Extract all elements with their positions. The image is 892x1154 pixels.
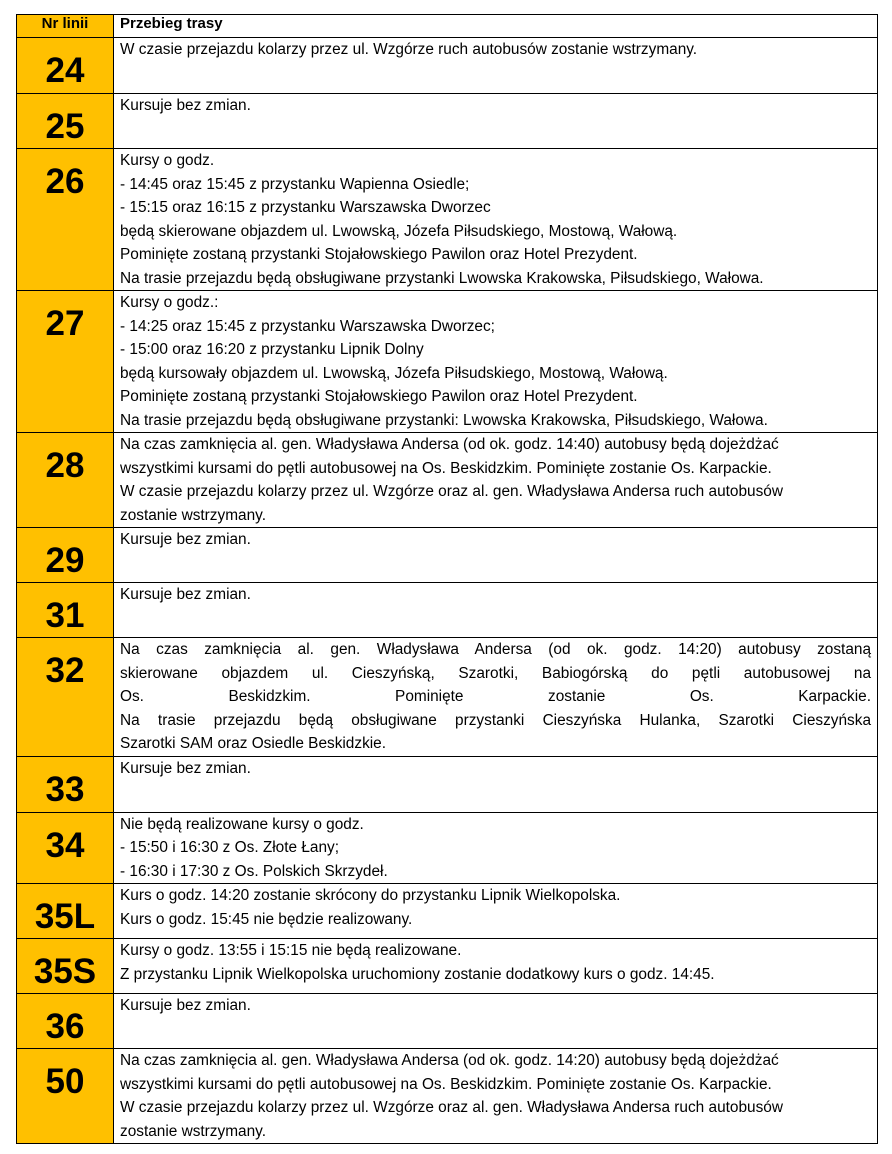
route-description-line: wszystkimi kursami do pętli autobusowej na Os. Beskidzkim. Pominięte zostanie Os. Karpackie. [120,459,772,477]
line-number: 36 [17,994,114,1049]
route-description-line: Os. Beskidzkim. Pominięte zostanie Os. Karpackie. [120,688,871,705]
route-description-line: zostanie wstrzymany. [120,1122,266,1140]
table-row [17,812,878,884]
route-description-line: Na trasie przejazdu będą obsługiwane przystanki: Lwowska Krakowska, Piłsudskiego, Wałowa. [120,411,768,429]
route-description-line: Z przystanku Lipnik Wielkopolska uruchomiony zostanie dodatkowy kurs o godz. 14:45. [120,965,715,983]
route-description-line: skierowane objazdem ul. Cieszyńską, Szarotki, Babiogórską do pętli autobusowej na [120,664,871,682]
table-row [17,94,878,149]
route-description-line: Kurs o godz. 15:45 nie będzie realizowany. [120,910,413,928]
line-number: 25 [17,94,114,149]
table-row [17,884,878,939]
route-description-line: Na trasie przejazdu będą obsługiwane przystanki Cieszyńska Hulanka, Szarotki Cieszyńska [120,711,871,729]
route-description [114,583,878,638]
route-description-line: Kursy o godz.: [120,294,219,311]
route-description-line: - 14:45 oraz 15:45 z przystanku Wapienna Osiedle; [120,175,470,193]
route-description-line: Szarotki SAM oraz Osiedle Beskidzkie. [120,735,387,752]
route-description-line: - 16:30 i 17:30 z Os. Polskich Skrzydeł. [120,862,388,880]
route-description-line: Na czas zamknięcia al. gen. Władysława Andersa (od ok. godz. 14:20) autobusy zostaną [120,641,871,658]
route-description-line: Kursuje bez zmian. [120,759,251,777]
line-number: 26 [17,149,114,291]
route-description-line: - 15:15 oraz 16:15 z przystanku Warszawska Dworzec [120,199,491,216]
route-description-line: Kursy o godz. [120,152,215,169]
route-description [114,756,878,812]
route-description-line: Kursuje bez zmian. [120,97,251,114]
route-description-line: Na czas zamknięcia al. gen. Władysława Andersa (od ok. godz. 14:20) autobusy będą dojeżdżać [120,1052,779,1069]
route-description [114,1049,878,1144]
route-description-line: W czasie przejazdu kolarzy przez ul. Wzgórze oraz al. gen. Władysława Andersa ruch autobusów [120,1099,783,1116]
line-number: 35L [17,884,114,939]
route-description-line: Nie będą realizowane kursy o godz. [120,815,364,833]
line-number: 32 [17,638,114,757]
table-header-row [17,15,878,38]
route-description-line: Pominięte zostaną przystanki Stojałowskiego Pawilon oraz Hotel Prezydent. [120,388,638,405]
route-changes-table [16,14,878,1144]
route-description-line: będą kursowały objazdem ul. Lwowską, Józefa Piłsudskiego, Mostową, Wałową. [120,364,668,382]
route-description [114,884,878,939]
line-number: 34 [17,812,114,884]
route-description [114,149,878,291]
route-description-line: - 15:50 i 16:30 z Os. Złote Łany; [120,839,340,856]
header-route: Przebieg trasy [114,15,878,38]
route-description-line: Pominięte zostaną przystanki Stojałowskiego Pawilon oraz Hotel Prezydent. [120,246,638,263]
route-description [114,812,878,884]
route-description-line: W czasie przejazdu kolarzy przez ul. Wzgórze ruch autobusów zostanie wstrzymany. [120,41,698,58]
route-changes-table-container [16,14,877,1144]
route-description [114,38,878,94]
table-row [17,994,878,1049]
table-row [17,433,878,528]
line-number: 33 [17,756,114,812]
route-description [114,994,878,1049]
table-body [17,38,878,1144]
header-line-number: Nr linii [17,15,114,38]
line-number: 50 [17,1049,114,1144]
route-description-line: Kursy o godz. 13:55 i 15:15 nie będą realizowane. [120,942,462,959]
route-description-line: Kursuje bez zmian. [120,586,251,603]
route-description-line: Na trasie przejazdu będą obsługiwane przystanki Lwowska Krakowska, Piłsudskiego, Wałowa. [120,269,764,287]
line-number: 24 [17,38,114,94]
table-row [17,38,878,94]
route-description [114,939,878,994]
line-number: 31 [17,583,114,638]
table-row [17,1049,878,1144]
route-description [114,528,878,583]
table-row [17,291,878,433]
route-description-line: Kursuje bez zmian. [120,997,251,1014]
line-number: 27 [17,291,114,433]
route-description [114,94,878,149]
route-description [114,433,878,528]
route-description-line: wszystkimi kursami do pętli autobusowej na Os. Beskidzkim. Pominięte zostanie Os. Karpackie. [120,1075,772,1093]
route-description-line: W czasie przejazdu kolarzy przez ul. Wzgórze oraz al. gen. Władysława Andersa ruch autobusów [120,483,783,500]
line-number: 29 [17,528,114,583]
route-description-line: Kursuje bez zmian. [120,531,251,548]
table-row [17,756,878,812]
route-description-line: Kurs o godz. 14:20 zostanie skrócony do przystanku Lipnik Wielkopolska. [120,887,621,904]
table-row [17,638,878,757]
line-number: 28 [17,433,114,528]
route-description-line: - 15:00 oraz 16:20 z przystanku Lipnik Dolny [120,341,424,358]
route-description-line: zostanie wstrzymany. [120,506,266,524]
route-description-line: - 14:25 oraz 15:45 z przystanku Warszawska Dworzec; [120,317,495,335]
route-description [114,638,878,757]
route-description-line: Na czas zamknięcia al. gen. Władysława Andersa (od ok. godz. 14:40) autobusy będą dojeżdżać [120,436,779,453]
line-number: 35S [17,939,114,994]
route-description-line: będą skierowane objazdem ul. Lwowską, Józefa Piłsudskiego, Mostową, Wałową. [120,222,678,240]
route-description [114,291,878,433]
table-row [17,149,878,291]
table-row [17,528,878,583]
table-row [17,939,878,994]
table-row [17,583,878,638]
